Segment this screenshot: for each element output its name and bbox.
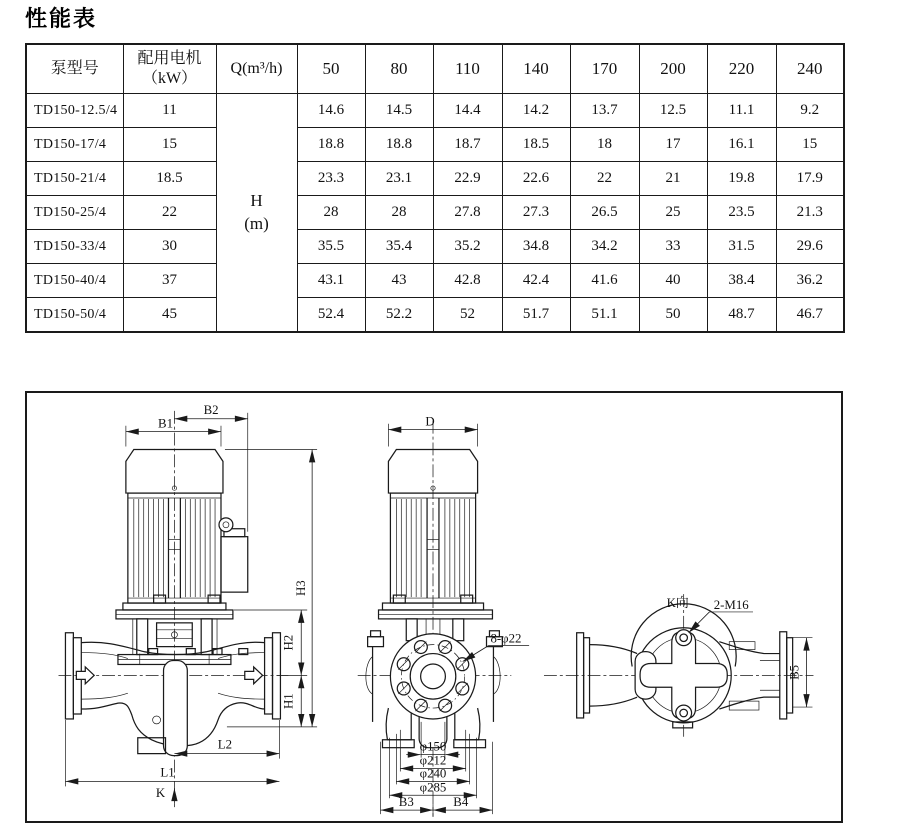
head-value-cell: 28 (365, 196, 433, 230)
discharge-flange (273, 633, 281, 719)
head-value-cell: 31.5 (707, 230, 776, 264)
head-value-cell: 52.4 (297, 298, 365, 333)
pump-model-cell: TD150-50/4 (26, 298, 123, 333)
head-value-cell: 22.9 (433, 162, 502, 196)
head-value-cell: 41.6 (570, 264, 639, 298)
head-value-cell: 43 (365, 264, 433, 298)
motor-power-cell: 37 (123, 264, 216, 298)
dim-label-h3: H3 (294, 580, 309, 597)
head-value-cell: 23.5 (707, 196, 776, 230)
table-header-row (26, 44, 844, 94)
pump-model-cell: TD150-25/4 (26, 196, 123, 230)
pump-model-cell: TD150-17/4 (26, 128, 123, 162)
col-header-flow-50: 50 (297, 44, 365, 94)
dim-label-l1: L1 (160, 765, 175, 780)
head-value-cell: 35.5 (297, 230, 365, 264)
table-body (26, 94, 844, 333)
head-value-cell: 15 (776, 128, 844, 162)
view-label-k: K向 (666, 596, 689, 610)
motor-power-cell: 45 (123, 298, 216, 333)
col-header-motor-power (123, 44, 216, 94)
pump-model-cell: TD150-40/4 (26, 264, 123, 298)
head-value-cell: 42.4 (502, 264, 570, 298)
head-value-cell: 29.6 (776, 230, 844, 264)
suction-flange (65, 633, 73, 719)
head-value-cell: 52.2 (365, 298, 433, 333)
head-unit-line2: (m) (244, 213, 269, 233)
head-value-cell: 38.4 (707, 264, 776, 298)
table-row (26, 196, 844, 230)
head-value-cell: 14.5 (365, 94, 433, 128)
performance-table (25, 43, 845, 333)
head-value-cell: 13.7 (570, 94, 639, 128)
dim-label-h2: H2 (281, 634, 296, 651)
dim-label-dia285: φ285 (419, 780, 447, 795)
head-value-cell: 35.2 (433, 230, 502, 264)
face-view (358, 415, 529, 817)
motor-power-cell: 30 (123, 230, 216, 264)
head-unit-line1: H (250, 191, 263, 211)
tap-boss-bottom (676, 705, 692, 721)
head-value-cell: 50 (639, 298, 707, 333)
head-value-cell: 18.7 (433, 128, 502, 162)
page-title: 性能表 (25, 6, 98, 31)
head-value-cell: 19.8 (707, 162, 776, 196)
head-value-cell: 52 (433, 298, 502, 333)
dimension-drawing-box (25, 391, 843, 823)
head-value-cell: 43.1 (297, 264, 365, 298)
motor-power-cell: 22 (123, 196, 216, 230)
head-value-cell: 17 (639, 128, 707, 162)
pump-model-cell: TD150-21/4 (26, 162, 123, 196)
head-value-cell: 48.7 (707, 298, 776, 333)
head-value-cell: 26.5 (570, 196, 639, 230)
dim-label-b5: B5 (787, 664, 802, 680)
head-value-cell: 18.5 (502, 128, 570, 162)
dim-label-tap-holes: 2-M16 (713, 597, 749, 612)
head-value-cell: 23.3 (297, 162, 365, 196)
head-value-cell: 36.2 (776, 264, 844, 298)
front-view (59, 403, 318, 807)
head-value-cell: 42.8 (433, 264, 502, 298)
head-value-cell: 35.4 (365, 230, 433, 264)
head-value-cell: 18 (570, 128, 639, 162)
motor-power-cell: 18.5 (123, 162, 216, 196)
pump-dimension-drawing (27, 393, 841, 821)
motor-power-cell: 11 (123, 94, 216, 128)
motor-header-line1: 配用电机 (137, 50, 202, 67)
dim-label-dia150: φ150 (419, 739, 447, 754)
col-header-flow-170: 170 (570, 44, 639, 94)
head-value-cell: 40 (639, 264, 707, 298)
head-value-cell: 16.1 (707, 128, 776, 162)
head-value-cell: 9.2 (776, 94, 844, 128)
pump-model-cell: TD150-12.5/4 (26, 94, 123, 128)
head-value-cell: 22.6 (502, 162, 570, 196)
col-header-flow-110: 110 (433, 44, 502, 94)
head-value-cell: 14.4 (433, 94, 502, 128)
col-header-flow-200: 200 (639, 44, 707, 94)
terminal-box (221, 537, 248, 592)
head-value-cell: 28 (297, 196, 365, 230)
flow-arrow-out (245, 667, 263, 684)
col-header-flow-140: 140 (502, 44, 570, 94)
head-value-cell: 17.9 (776, 162, 844, 196)
head-value-cell: 14.6 (297, 94, 365, 128)
head-value-cell: 51.7 (502, 298, 570, 333)
head-value-cell: 34.2 (570, 230, 639, 264)
dim-label-l2: L2 (217, 737, 233, 752)
head-value-cell: 22 (570, 162, 639, 196)
table-row (26, 94, 844, 128)
col-header-flow-220: 220 (707, 44, 776, 94)
dim-label-bolt-holes: 8-φ22 (490, 631, 522, 646)
seal-housing (164, 661, 188, 756)
pump-model-cell: TD150-33/4 (26, 230, 123, 264)
dim-label-b3: B3 (398, 795, 414, 810)
head-value-cell: 51.1 (570, 298, 639, 333)
col-header-flow: Q(m³/h) (216, 44, 297, 94)
dim-label-d: D (425, 414, 435, 429)
dim-label-b4: B4 (453, 795, 469, 810)
lifting-eye (219, 518, 233, 532)
head-value-cell: 12.5 (639, 94, 707, 128)
col-header-pump-model: 泵型号 (26, 44, 123, 94)
dim-label-b2: B2 (203, 402, 219, 417)
table-row (26, 128, 844, 162)
head-value-cell: 11.1 (707, 94, 776, 128)
head-value-cell: 34.8 (502, 230, 570, 264)
head-value-cell: 46.7 (776, 298, 844, 333)
head-value-cell: 21 (639, 162, 707, 196)
head-value-cell: 18.8 (365, 128, 433, 162)
top-view-k (544, 594, 813, 737)
pump-flange-face (390, 634, 475, 719)
motor-header-line2: （kW） (141, 70, 198, 87)
head-value-cell: 27.3 (502, 196, 570, 230)
table-row (26, 264, 844, 298)
dim-label-dia212: φ212 (419, 753, 447, 768)
dim-label-h1: H1 (281, 693, 296, 709)
dim-label-k: K (155, 786, 166, 801)
flow-arrow-in (76, 667, 94, 684)
dim-label-b1: B1 (158, 416, 174, 431)
table-row (26, 298, 844, 333)
head-value-cell: 14.2 (502, 94, 570, 128)
head-value-cell: 23.1 (365, 162, 433, 196)
dim-label-dia240: φ240 (419, 766, 447, 781)
head-unit-cell (216, 94, 297, 333)
col-header-flow-240: 240 (776, 44, 844, 94)
head-value-cell: 33 (639, 230, 707, 264)
table-row (26, 162, 844, 196)
head-value-cell: 27.8 (433, 196, 502, 230)
head-value-cell: 21.3 (776, 196, 844, 230)
col-header-flow-80: 80 (365, 44, 433, 94)
table-row (26, 230, 844, 264)
head-value-cell: 25 (639, 196, 707, 230)
motor-power-cell: 15 (123, 128, 216, 162)
head-value-cell: 18.8 (297, 128, 365, 162)
